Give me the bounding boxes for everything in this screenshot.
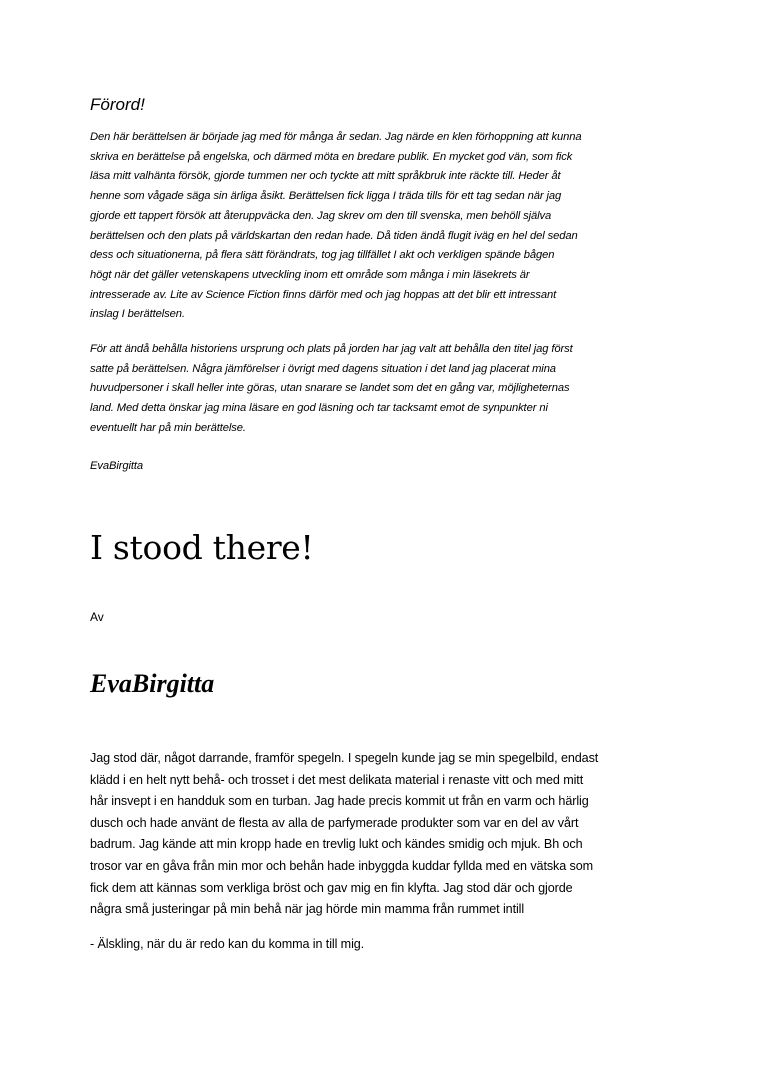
story-paragraph-1	[90, 748, 682, 921]
text-line: klädd i en helt nytt behå- och trosset i det mest delikata material i renaste vitt och med mitt	[90, 772, 584, 787]
text-line: inslag I berättelsen.	[90, 308, 185, 321]
text-line: dess och situationerna, på flera sätt förändrats, tog jag tillfället I akt och verkligen spände bågen	[90, 249, 555, 262]
text-line: skriva en berättelse på engelska, och därmed möta en bredare publik. En mycket god vän, som fick	[90, 150, 573, 163]
book-title: I stood there!	[90, 528, 314, 567]
story-paragraph-2: - Älskling, när du är redo kan du komma in till mig.	[90, 937, 365, 951]
text-line: hår insvept i en handduk som en turban. Jag hade precis kommit ut från en varm och härlig	[90, 794, 589, 809]
text-line: dusch och hade använt de flesta av alla de parfymerade produkter som var en del av vårt	[90, 815, 579, 830]
text-line: Den här berättelsen är började jag med för många år sedan. Jag närde en klen förhoppning att kunna	[90, 131, 582, 143]
author-name: EvaBirgitta	[90, 669, 215, 698]
document-page	[90, 0, 682, 1087]
text-line: gjorde ett tappert försök att återuppväcka den. Jag skrev om den till svenska, men behöll själva	[90, 209, 552, 222]
text-line: intresserade av. Lite av Science Fiction finns därför med och jag hoppas att det blir ett intressant	[90, 288, 557, 301]
text-line: berättelsen och den plats på världskartan den redan hade. Då tiden ändå flugit iväg en hel del sedan	[90, 229, 578, 242]
text-line: huvudpersoner i skall heller inte göras, utan snarare se landet som det en gång var, möjligheternas	[90, 382, 570, 395]
text-line: högt när det gäller vetenskapens utveckling inom ett område som många i min läsekrets är	[90, 268, 530, 281]
by-label: Av	[90, 610, 104, 624]
foreword-paragraph-2	[90, 340, 682, 439]
text-line: För att ändå behålla historiens ursprung och plats på jorden har jag valt att behålla den titel jag först	[90, 343, 573, 355]
text-line: Jag stod där, något darrande, framför spegeln. I spegeln kunde jag se min spegelbild, endast	[90, 751, 599, 765]
text-line: satte på berättelsen. Några jämförelser i övrigt med dagens situation i det land jag placerat mina	[90, 362, 556, 375]
foreword-paragraph-1	[90, 128, 682, 325]
text-line: läsa mitt valhänta försök, gjorde tummen ner och tyckte att mitt språkbruk inte räckte till. Heder åt	[90, 170, 561, 183]
foreword-signature: EvaBirgitta	[90, 460, 143, 472]
text-line: några små justeringar på min behå när jag hörde min mamma från rummet intill	[90, 902, 525, 917]
text-line: henne som vågade säga sin ärliga åsikt. Berättelsen fick ligga I träda tills för ett tag sedan när jag	[90, 190, 562, 203]
text-line: trosor var en gåva från min mor och behån hade inbyggda kuddar fyllda med en vätska som	[90, 858, 594, 873]
text-line: land. Med detta önskar jag mina läsare en god läsning och tar tacksamt emot de synpunkter ni	[90, 402, 548, 415]
text-line: badrum. Jag kände att min kropp hade en trevlig lukt och kändes smidig och mjuk. Bh och	[90, 837, 583, 852]
foreword-title: Förord!	[90, 95, 145, 114]
text-line: eventuellt har på min berättelse.	[90, 421, 246, 434]
text-line: fick dem att kännas som verkliga bröst och gav mig en fin klyfta. Jag stod där och gjorde	[90, 880, 573, 895]
